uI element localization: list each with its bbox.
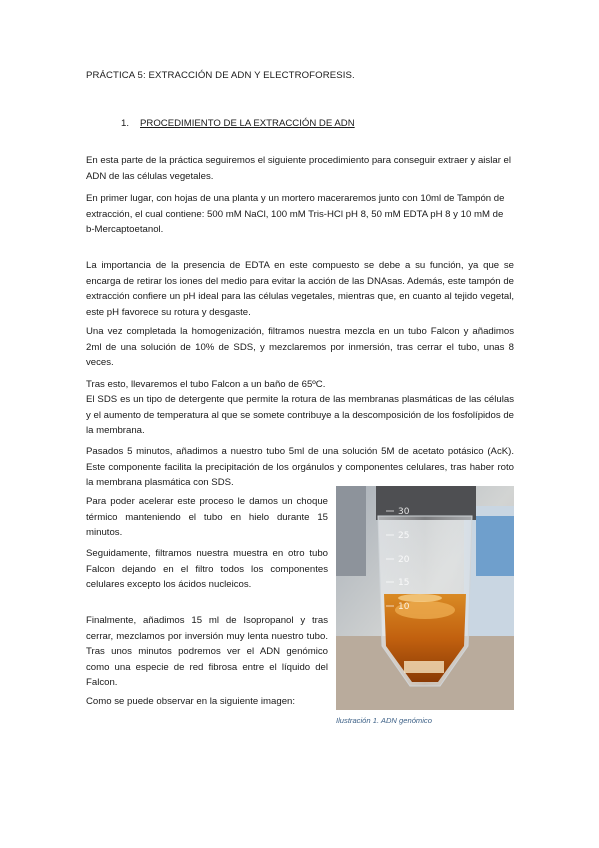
figure-caption: Ilustración 1. ADN genómico	[336, 716, 432, 725]
paragraph-homogenization: Una vez completada la homogenización, filtramos nuestra mezcla en un tubo Falcon y añadimos 2ml de una solución de 10% de SDS, y mezclaremos por inmersión, tras cerrar el tubo, unas 8 veces.	[86, 326, 514, 369]
paragraph-thermal-shock: Para poder acelerar este proceso le damos un choque térmico manteniendo el tubo en hielo durante 15 minutos.	[86, 496, 328, 539]
section-title: PROCEDIMIENTO DE LA EXTRACCIÓN DE ADN	[140, 118, 355, 129]
paragraph-edta: La importancia de la presencia de EDTA en este compuesto se debe a su función, ya que se encarga de retirar los iones del medio para evitar la acción de las DNAsas. Además, este tampón de extracción confiere un pH ideal para las células vegetales, mientras que, en cuanto al tejido vegetal, este pH favorece su rotura y desgaste.	[86, 260, 514, 318]
tube-mark-30: 30	[398, 507, 410, 517]
tube-mark-25: 25	[398, 531, 410, 541]
tube-mark-10: 10	[398, 602, 410, 612]
paragraph-observe: Como se puede observar en la siguiente imagen:	[86, 696, 296, 707]
section-heading	[121, 118, 355, 129]
section-number: 1.	[121, 118, 130, 129]
document-header: PRÁCTICA 5: EXTRACCIÓN DE ADN Y ELECTROFORESIS.	[86, 70, 355, 81]
paragraph-isopropanol: Finalmente, añadimos 15 ml de Isopropanol y tras cerrar, mezclamos por inversión muy lenta nuestro tubo. Tras unos minutos podremos ver el ADN genómico como una especie de red fibrosa entre el líquido del Falcon.	[86, 615, 328, 689]
falcon-tube-photo	[336, 486, 514, 710]
paragraph-filter: Seguidamente, filtramos nuestra muestra en otro tubo Falcon dejando en el filtro todos los componentes celulares excepto los ácidos nucleicos.	[86, 548, 328, 591]
paragraph-first-step: En primer lugar, con hojas de una planta y un mortero maceraremos junto con 10ml de Tampón de extracción, el cual contiene: 500 mM NaCl, 100 mM Tris-HCl pH 8, 50 mM EDTA pH 8 y 10 mM de b-Mercaptoetanol.	[86, 193, 505, 236]
paragraph-sds: El SDS es un tipo de detergente que permite la rotura de las membranas plasmáticas de las células y el aumento de temperatura al que se somete contribuye a la descomposición de los fosfolípidos de la membrana.	[86, 394, 514, 437]
paragraph-intro: En esta parte de la práctica seguiremos el siguiente procedimiento para conseguir extraer y aislar el ADN de las células vegetales.	[86, 155, 512, 182]
paragraph-acetate: Pasados 5 minutos, añadimos a nuestro tubo 5ml de una solución 5M de acetato potásico (AcK). Este componente facilita la precipitación de los orgánulos y componentes celulares, tras haber roto la membrana plasmática con SDS.	[86, 446, 514, 489]
falcon-tube-illustration	[336, 486, 514, 710]
paragraph-bath: Tras esto, llevaremos el tubo Falcon a un baño de 65ºC.	[86, 379, 326, 390]
tube-mark-20: 20	[398, 555, 410, 565]
tube-mark-15: 15	[398, 578, 410, 588]
